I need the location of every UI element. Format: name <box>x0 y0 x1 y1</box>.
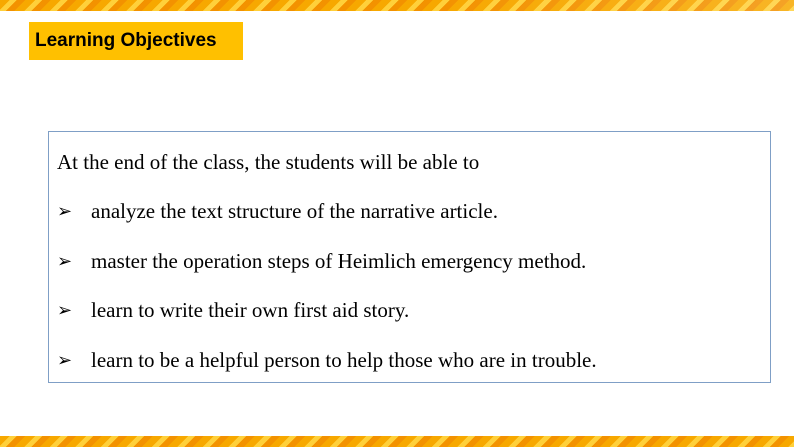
objectives-box <box>48 131 771 383</box>
top-decorative-stripe <box>0 0 794 11</box>
objective-text: analyze the text structure of the narrative article. <box>91 199 498 223</box>
objective-text: learn to be a helpful person to help those who are in trouble. <box>91 348 597 372</box>
objective-text: learn to write their own first aid story. <box>91 298 410 322</box>
arrow-bullet-icon: ➢ <box>57 300 73 321</box>
objective-item <box>57 199 498 224</box>
page-title: Learning Objectives <box>35 30 217 51</box>
objective-item <box>57 298 409 323</box>
bottom-decorative-stripe <box>0 436 794 447</box>
objective-item <box>57 348 597 373</box>
objective-item <box>57 249 586 274</box>
arrow-bullet-icon: ➢ <box>57 201 73 222</box>
title-banner <box>29 22 243 60</box>
arrow-bullet-icon: ➢ <box>57 350 73 371</box>
objective-text: master the operation steps of Heimlich emergency method. <box>91 249 587 273</box>
intro-text: At the end of the class, the students will be able to <box>57 150 480 174</box>
arrow-bullet-icon: ➢ <box>57 251 73 272</box>
